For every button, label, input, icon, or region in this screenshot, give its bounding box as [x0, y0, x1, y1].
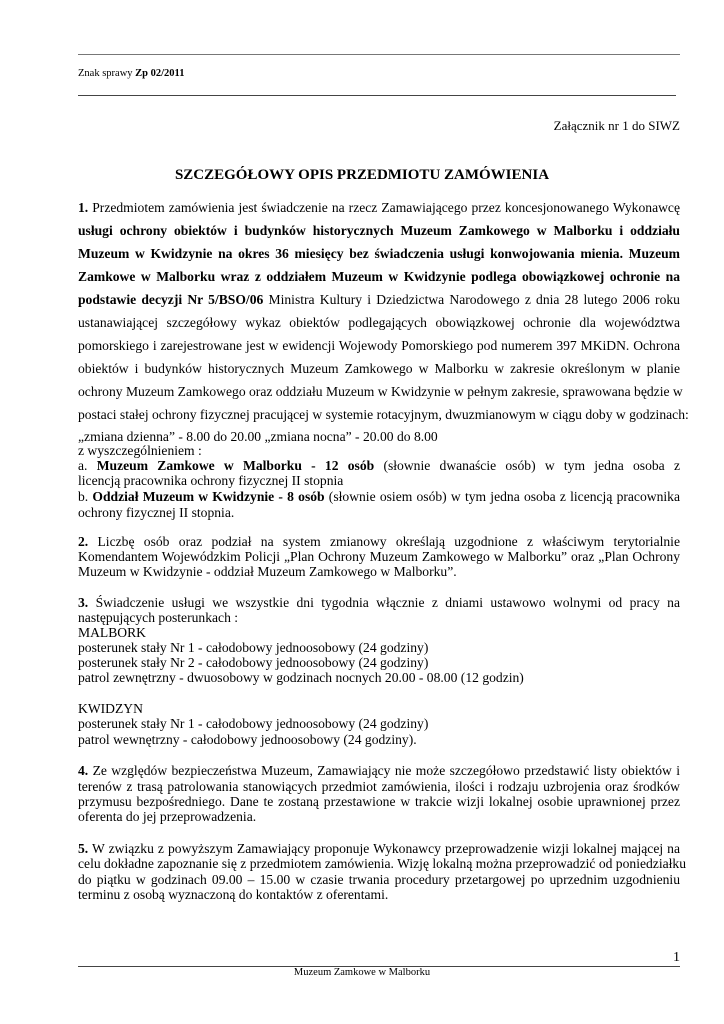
- bold-text: podstawie decyzji Nr 5/BSO/06: [78, 292, 264, 307]
- text-line: [78, 199, 680, 217]
- text: ustanawiającej szczegółowy wykaz obiektów podlegających obowiązkowej ochronie dla województwa: [78, 315, 680, 330]
- text-line: [78, 245, 680, 263]
- text: posterunek stały Nr 1 - całodobowy jednoosobowy (24 godziny): [78, 640, 429, 655]
- bold-text: 5.: [78, 841, 89, 856]
- header-top-rule: [78, 54, 680, 55]
- text: b.: [78, 489, 93, 504]
- text: Muzeum w Kwidzynie - oddział Muzeum Zamkowego w Malborku”.: [78, 564, 457, 579]
- text: Świadczenie usługi we wszystkie dni tygodnia włącznie z dniami ustawowo wolnymi od pracy na: [88, 595, 680, 610]
- header-bottom-rule: [78, 95, 676, 96]
- text: patrol wewnętrzny - całodobowy jednoosobowy (24 godziny).: [78, 732, 417, 747]
- text-line: [78, 669, 680, 687]
- bold-text: 3.: [78, 595, 89, 610]
- text: obiektów i budynków historycznych Muzeum Zamkowego w Malborku w zakresie określonym w planie: [78, 361, 680, 376]
- text-line: [78, 383, 683, 401]
- text: ochrony fizycznej II stopnia.: [78, 505, 235, 520]
- text-line: [78, 504, 680, 522]
- bold-text: Muzeum w Kwidzynie na okres 36 miesięcy bez świadczenia usługi konwojowania mienia. Muzeum: [78, 246, 680, 261]
- text: Ze względów bezpieczeństwa Muzeum, Zamawiający nie może szczegółowo przedstawić listy obiektów i: [88, 763, 680, 778]
- text: patrol zewnętrzny - dwuosobowy w godzinach nocnych 20.00 - 08.00 (12 godzin): [78, 670, 524, 685]
- text: przymusu bezpośredniego. Dane te zostaną przestawione w trakcie wizji lokalnej osobie uprawnionej przez: [78, 794, 680, 809]
- case-number: Zp 02/2011: [135, 68, 185, 79]
- footer-text: Muzeum Zamkowe w Malborku: [293, 967, 431, 978]
- text-line: [78, 268, 680, 286]
- bold-text: Oddział Muzeum w Kwidzynie - 8 osób: [92, 489, 325, 504]
- text-line: [78, 731, 680, 749]
- text: celu dokładne zapoznanie się z przedmiotem zamówienia. Wizję lokalną można przeprowadzić od poniedziałku: [78, 856, 687, 871]
- bold-text: 4.: [78, 763, 89, 778]
- text: następujących posterunkach :: [78, 610, 239, 625]
- case-label: Znak sprawy: [78, 68, 136, 79]
- text-line: [78, 886, 680, 904]
- text: W związku z powyższym Zamawiający proponuje Wykonawcy przeprowadzenie wizji lokalnej mającej na: [88, 841, 680, 856]
- text: posterunek stały Nr 1 - całodobowy jednoosobowy (24 godziny): [78, 716, 429, 731]
- text: z wyszczególnieniem :: [78, 443, 202, 458]
- text: Liczbę osób oraz podział na system zmianowy określają uzgodnione z właściwym terytorialnie: [88, 534, 680, 549]
- text: (słownie osiem osób) w tym jedna osoba z licencją pracownika: [324, 489, 680, 504]
- bold-text: Muzeum Zamkowe w Malborku - 12 osób: [96, 458, 375, 473]
- text: „zmiana dzienna” - 8.00 do 20.00 „zmiana nocna” - 20.00 do 8.00: [78, 429, 438, 444]
- text: postaci stałej ochrony fizycznej pracującej w systemie rotacyjnym, dwuzmianowym w ciągu doby w godzinach:: [78, 407, 689, 422]
- bold-text: 1.: [78, 200, 89, 215]
- text: oferenta do jej przeprowadzenia.: [78, 809, 257, 824]
- text: terenów z trasą patrolowania stanowiących przedmiot zamówienia, ilości i rodzaju uzbrojenia oraz środków: [78, 779, 680, 794]
- bold-text: Zamkowe w Malborku wraz z oddziałem Muzeum w Kwidzynie podlega obowiązkowej ochronie na: [78, 269, 680, 284]
- text: posterunek stały Nr 2 - całodobowy jednoosobowy (24 godziny): [78, 655, 429, 670]
- text-line: [78, 291, 680, 309]
- text: pomorskiego i zarejestrowane jest w ewidencji Wojewody Pomorskiego pod numerem 397 MKiDN. Ochrona: [78, 338, 680, 353]
- document-title: SZCZEGÓŁOWY OPIS PRZEDMIOTU ZAMÓWIENIA: [174, 167, 550, 183]
- text: Ministra Kultury i Dziedzictwa Narodowego z dnia 28 lutego 2006 roku: [263, 292, 680, 307]
- text: Przedmiotem zamówienia jest świadczenie na rzecz Zamawiającego przez koncesjonowanego Wykonawcę: [88, 200, 680, 215]
- text: ochrony Muzeum Zamkowego oraz oddziału Muzeum w Kwidzynie w pełnym zakresie, sprawowana będzie w: [78, 384, 683, 399]
- text: licencją pracownika ochrony fizycznej II stopnia: [78, 473, 344, 488]
- text-line: [78, 337, 680, 355]
- attachment-label: Załącznik nr 1 do SIWZ: [553, 118, 680, 133]
- bold-text: usługi ochrony obiektów i budynków historycznych Muzeum Zamkowego w Malborku i oddziału: [78, 223, 680, 238]
- text: MALBORK: [78, 625, 146, 640]
- text: Komendantem Wojewódzkim Policji „Plan Ochrony Muzeum Zamkowego w Malborku” oraz „Plan Ochrony: [78, 549, 680, 564]
- text-line: [78, 360, 680, 378]
- text: KWIDZYN: [78, 701, 143, 716]
- text-line: [78, 808, 680, 826]
- text: do piątku w godzinach 09.00 – 15.00 w czasie trwania procedury przetargowej po uprzednim uzgodnieniu: [78, 872, 680, 887]
- text: terminu z osobą wyznaczoną do kontaktów z oferentami.: [78, 887, 389, 902]
- text-line: [78, 314, 680, 332]
- text-line: [78, 563, 680, 581]
- text-line: [78, 222, 680, 240]
- case-reference: [78, 68, 184, 79]
- page-number: 1: [673, 950, 680, 965]
- text: a.: [78, 458, 97, 473]
- text-line: [78, 406, 689, 424]
- text: (słownie dwanaście osób) w tym jedna osoba z: [374, 458, 680, 473]
- bold-text: 2.: [78, 534, 89, 549]
